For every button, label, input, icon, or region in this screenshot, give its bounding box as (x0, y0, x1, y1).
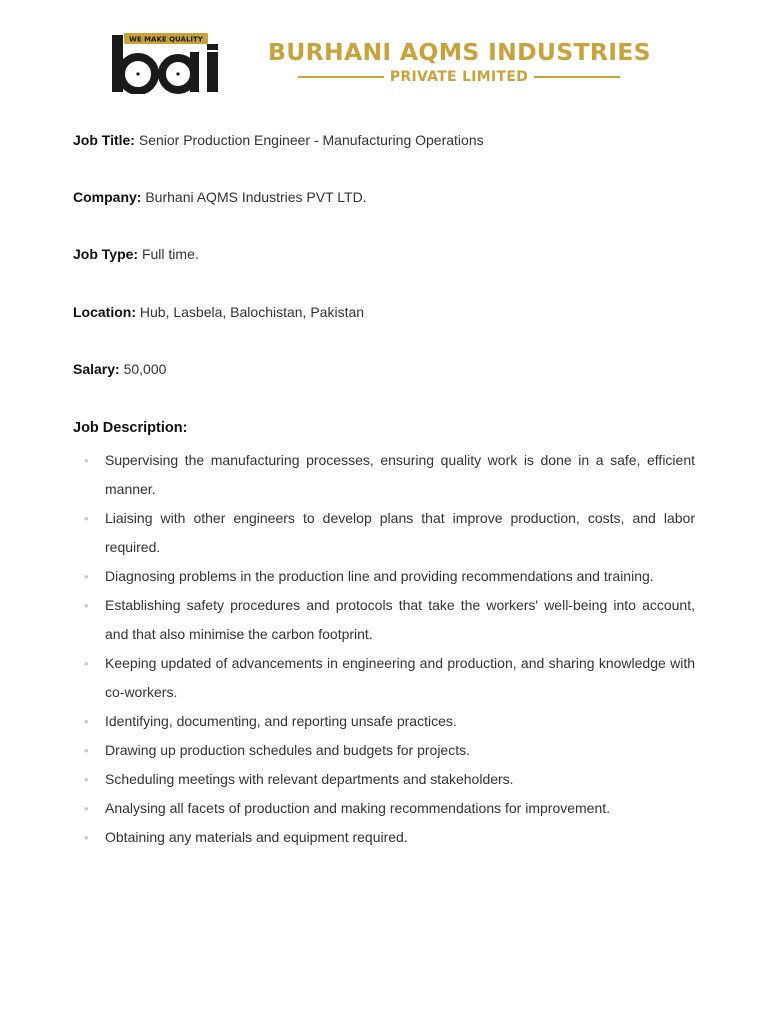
bullet-icon: • (84, 569, 89, 584)
job-description-heading: Job Description: (73, 420, 188, 436)
list-item (84, 591, 695, 649)
bullet-icon: • (84, 714, 89, 729)
list-item-text: Obtaining any materials and equipment required. (105, 829, 408, 845)
company-logo (110, 32, 226, 94)
job-type-field (73, 246, 199, 262)
list-item (84, 446, 695, 504)
job-type-label: Job Type: (73, 246, 139, 262)
bullet-icon: • (84, 772, 89, 787)
divider-line-left (298, 76, 384, 78)
list-item-text: Keeping updated of advancements in engineering and production, and sharing knowledge with co-workers. (105, 655, 695, 700)
salary-field (73, 361, 166, 377)
job-type-value: Full time. (141, 246, 199, 262)
location-field (73, 304, 364, 320)
list-item (84, 649, 695, 707)
bullet-icon: • (84, 801, 89, 816)
list-item-text: Scheduling meetings with relevant departments and stakeholders. (105, 771, 514, 787)
bullet-icon: • (84, 453, 89, 468)
bullet-icon: • (84, 598, 89, 613)
list-item (84, 707, 695, 736)
location-value: Hub, Lasbela, Balochistan, Pakistan (139, 304, 365, 320)
salary-value: 50,000 (123, 361, 167, 377)
company-label: Company: (73, 189, 142, 205)
list-item-text: Identifying, documenting, and reporting unsafe practices. (105, 713, 457, 729)
list-item-text: Diagnosing problems in the production line and providing recommendations and training. (105, 568, 654, 584)
location-label: Location: (73, 304, 136, 320)
bullet-icon: • (84, 511, 89, 526)
list-item (84, 562, 695, 591)
divider-line-right (534, 76, 620, 78)
list-item-text: Liaising with other engineers to develop plans that improve production, costs, and labor required. (105, 510, 695, 555)
list-item-text: Supervising the manufacturing processes, ensuring quality work is done in a safe, efficient manner. (105, 452, 695, 497)
list-item (84, 765, 695, 794)
company-value: Burhani AQMS Industries PVT LTD. (145, 189, 367, 205)
salary-label: Salary: (73, 361, 120, 377)
company-subtitle-row (298, 67, 620, 87)
list-item-text: Analysing all facets of production and making recommendations for improvement. (105, 800, 611, 816)
list-item (84, 736, 695, 765)
bullet-icon: • (84, 830, 89, 845)
list-item (84, 794, 695, 823)
list-item (84, 504, 695, 562)
list-item (84, 823, 695, 852)
company-name: BURHANI AQMS INDUSTRIES (268, 38, 651, 66)
job-description-list (84, 446, 695, 852)
job-title-value: Senior Production Engineer - Manufacturing Operations (138, 132, 484, 148)
letterhead (0, 0, 768, 110)
list-item-text: Drawing up production schedules and budgets for projects. (105, 742, 470, 758)
bullet-icon: • (84, 656, 89, 671)
bullet-icon: • (84, 743, 89, 758)
job-title-label: Job Title: (73, 132, 135, 148)
company-subtitle: PRIVATE LIMITED (389, 69, 529, 85)
logo-tagline: WE MAKE QUALITY (129, 35, 203, 44)
company-field (73, 189, 367, 205)
job-title-field (73, 132, 484, 148)
list-item-text: Establishing safety procedures and protocols that take the workers' well-being into account, and that also minimise the carbon footprint. (105, 597, 695, 642)
